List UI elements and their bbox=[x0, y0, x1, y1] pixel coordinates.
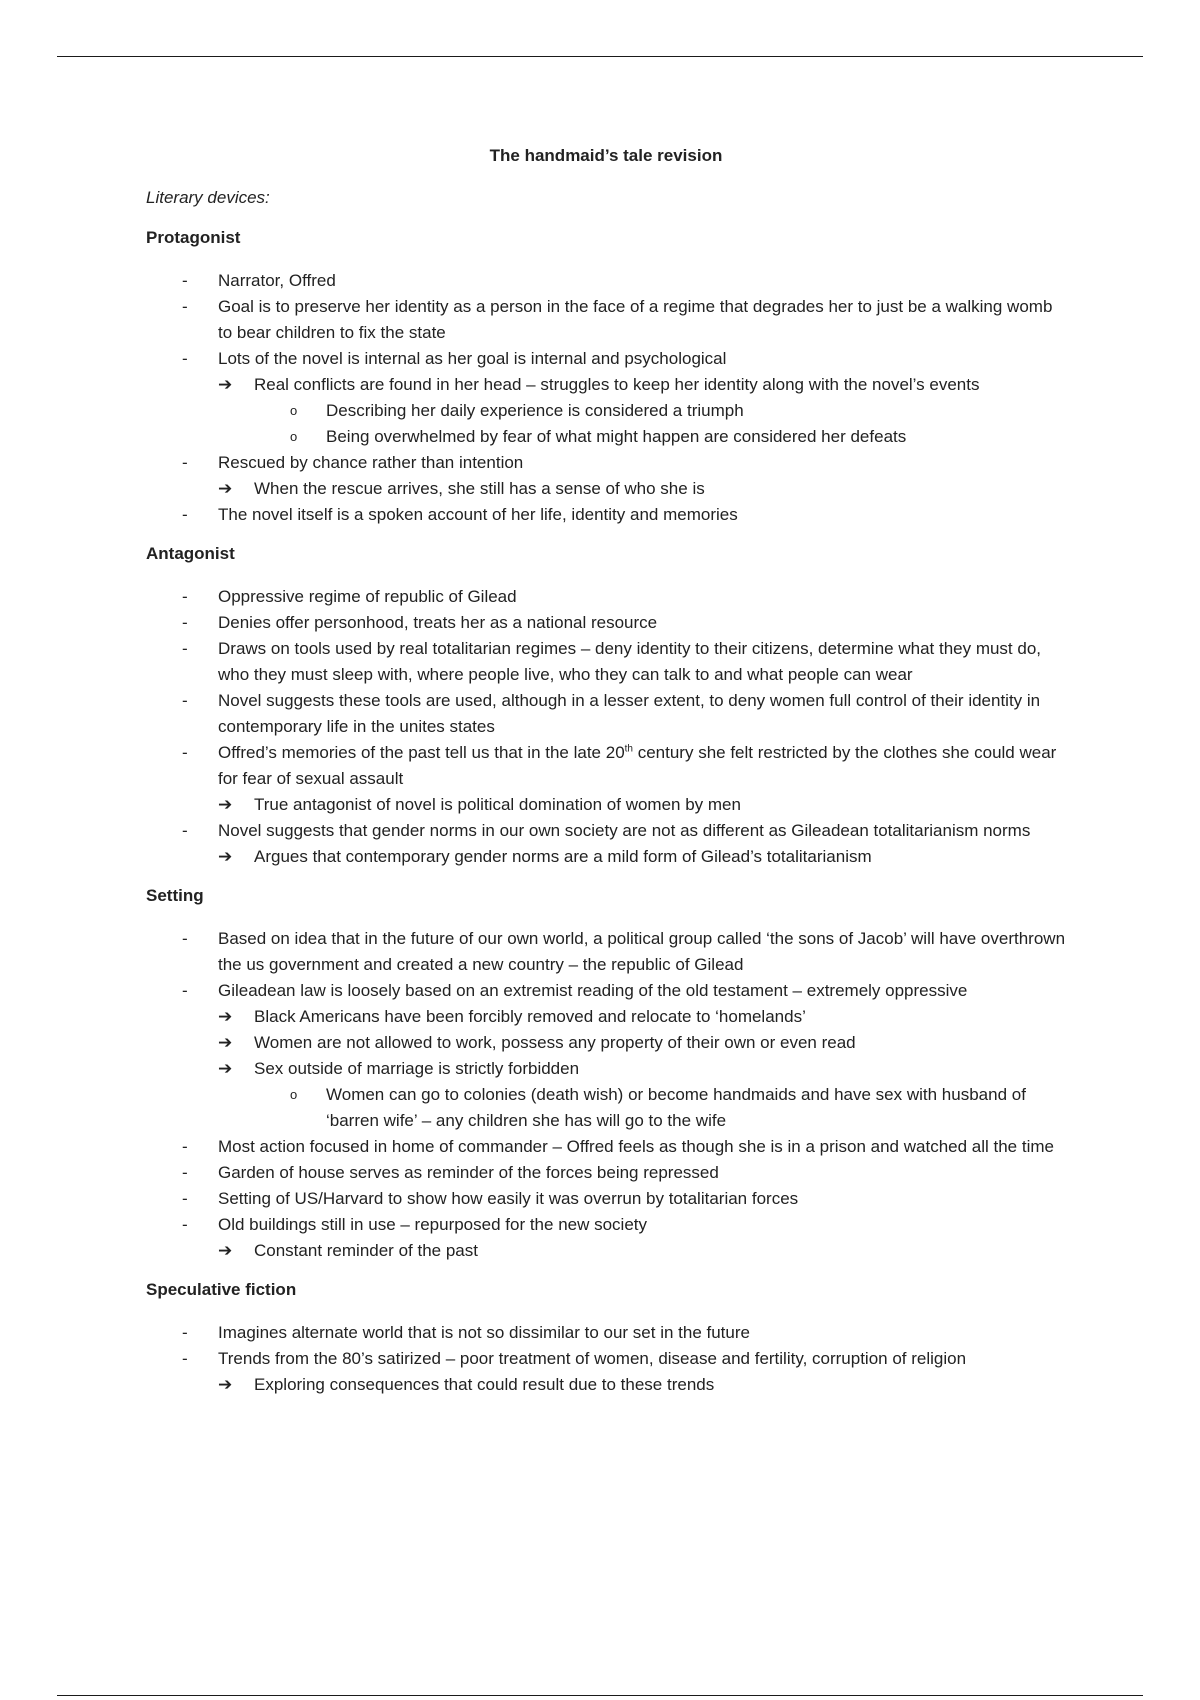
dash-bullet: - bbox=[182, 297, 188, 316]
list-item-text: Garden of house serves as reminder of the forces being repressed bbox=[218, 1163, 719, 1182]
dash-bullet: - bbox=[182, 1323, 188, 1342]
dash-bullet: - bbox=[182, 1137, 188, 1156]
dash-bullet: - bbox=[182, 587, 188, 606]
list-item-text: Argues that contemporary gender norms are a mild form of Gilead’s totalitarianism bbox=[254, 847, 872, 866]
section-heading: Speculative fiction bbox=[146, 1280, 297, 1299]
dash-bullet: - bbox=[182, 1189, 188, 1208]
dash-bullet: - bbox=[182, 1349, 188, 1368]
list-item bbox=[146, 584, 1066, 610]
list-item bbox=[146, 346, 1066, 372]
circle-bullet-icon: o bbox=[290, 429, 298, 444]
list-item bbox=[146, 1238, 1066, 1264]
section-speculative-fiction bbox=[146, 1280, 1066, 1398]
dash-bullet: - bbox=[182, 639, 188, 658]
arrow-icon: ➔ bbox=[218, 847, 233, 866]
dash-bullet: - bbox=[182, 453, 188, 472]
list-item-text: Sex outside of marriage is strictly forbidden bbox=[254, 1059, 580, 1078]
dash-bullet: - bbox=[182, 981, 188, 1000]
list-item bbox=[146, 1212, 1066, 1238]
dash-bullet: - bbox=[182, 349, 188, 368]
list-item-text: The novel itself is a spoken account of her life, identity and memories bbox=[218, 505, 738, 524]
header-rule bbox=[57, 56, 1143, 57]
list-item-text: Being overwhelmed by fear of what might happen are considered her defeats bbox=[326, 427, 907, 446]
list-item bbox=[146, 1004, 1066, 1030]
list-item bbox=[146, 476, 1066, 502]
list-item-text: Imagines alternate world that is not so dissimilar to our set in the future bbox=[218, 1323, 750, 1342]
list-item bbox=[146, 818, 1066, 844]
list-item-text: Based on idea that in the future of our own world, a political group called ‘the sons of Jacob’ will have overthrown the us government and created a new country – the republic of Gilead bbox=[218, 929, 1066, 974]
list-item-text: Goal is to preserve her identity as a person in the face of a regime that degrades her to just be a walking womb to bear children to fix the state bbox=[218, 297, 1053, 342]
list-item bbox=[146, 610, 1066, 636]
footer-rule bbox=[57, 1695, 1143, 1696]
list-item-text: Exploring consequences that could result due to these trends bbox=[254, 1375, 715, 1394]
list-item bbox=[146, 502, 1066, 528]
dash-bullet: - bbox=[182, 691, 188, 710]
list-item-text: Rescued by chance rather than intention bbox=[218, 453, 524, 472]
list-item-text: True antagonist of novel is political domination of women by men bbox=[254, 795, 741, 814]
list-item bbox=[146, 1056, 1066, 1082]
list-item bbox=[146, 844, 1066, 870]
arrow-icon: ➔ bbox=[218, 1033, 233, 1052]
arrow-icon: ➔ bbox=[218, 1241, 233, 1260]
list-item bbox=[146, 1160, 1066, 1186]
document-subtitle: Literary devices: bbox=[146, 188, 270, 207]
list-item-text: Novel suggests these tools are used, although in a lesser extent, to deny women full control of their identity in contemporary life in the unites states bbox=[218, 691, 1041, 736]
list-item bbox=[146, 1082, 1066, 1134]
list-item bbox=[146, 1134, 1066, 1160]
list-item-text: Old buildings still in use – repurposed for the new society bbox=[218, 1215, 648, 1234]
dash-bullet: - bbox=[182, 1163, 188, 1182]
dash-bullet: - bbox=[182, 505, 188, 524]
list-item bbox=[146, 978, 1066, 1004]
document-body bbox=[146, 138, 1066, 1398]
list-item-text: Women can go to colonies (death wish) or become handmaids and have sex with husband of ‘barren wife’ – any children she has will go to the wife bbox=[326, 1085, 1026, 1130]
list-item-text: Trends from the 80’s satirized – poor treatment of women, disease and fertility, corruption of religion bbox=[218, 1349, 967, 1368]
dash-bullet: - bbox=[182, 271, 188, 290]
section-heading: Setting bbox=[146, 886, 204, 905]
list-item bbox=[146, 398, 1066, 424]
ordinal-superscript: th bbox=[624, 743, 633, 755]
list-item-text: Setting of US/Harvard to show how easily it was overrun by totalitarian forces bbox=[218, 1189, 799, 1208]
list-item bbox=[146, 1186, 1066, 1212]
list-item-text: Lots of the novel is internal as her goal is internal and psychological bbox=[218, 349, 727, 368]
list-item bbox=[146, 740, 1066, 792]
section-heading: Antagonist bbox=[146, 544, 235, 563]
list-item bbox=[146, 792, 1066, 818]
list-item bbox=[146, 450, 1066, 476]
dash-bullet: - bbox=[182, 613, 188, 632]
list-item bbox=[146, 1346, 1066, 1372]
list-item-text: Denies offer personhood, treats her as a national resource bbox=[218, 613, 658, 632]
dash-bullet: - bbox=[182, 743, 188, 762]
list-item-text: Most action focused in home of commander – Offred feels as though she is in a prison and watched all the time bbox=[218, 1137, 1054, 1156]
arrow-icon: ➔ bbox=[218, 1007, 233, 1026]
list-item bbox=[146, 1320, 1066, 1346]
list-item bbox=[146, 294, 1066, 346]
list-item-text: Gileadean law is loosely based on an extremist reading of the old testament – extremely oppressive bbox=[218, 981, 968, 1000]
list-item bbox=[146, 372, 1066, 398]
list-item bbox=[146, 424, 1066, 450]
circle-bullet-icon: o bbox=[290, 403, 298, 418]
section-antagonist bbox=[146, 544, 1066, 870]
list-item-text: Real conflicts are found in her head – struggles to keep her identity along with the novel’s events bbox=[254, 375, 980, 394]
section-setting bbox=[146, 886, 1066, 1264]
dash-bullet: - bbox=[182, 929, 188, 948]
list-item-text: Constant reminder of the past bbox=[254, 1241, 478, 1260]
list-item-text: Draws on tools used by real totalitarian regimes – deny identity to their citizens, determine what they must do, who they must sleep with, where people live, who they can talk to and what people can wear bbox=[218, 639, 1042, 684]
list-item-text: Narrator, Offred bbox=[218, 271, 336, 290]
list-item-text: Black Americans have been forcibly removed and relocate to ‘homelands’ bbox=[254, 1007, 806, 1026]
dash-bullet: - bbox=[182, 1215, 188, 1234]
list-item-text-continued: century she felt restricted by the clothes she could wear for fear of sexual assault bbox=[218, 743, 1057, 788]
list-item bbox=[146, 926, 1066, 978]
list-item bbox=[146, 1030, 1066, 1056]
list-item-text: Describing her daily experience is considered a triumph bbox=[326, 401, 744, 420]
list-item bbox=[146, 1372, 1066, 1398]
section-protagonist bbox=[146, 228, 1066, 528]
list-item bbox=[146, 268, 1066, 294]
circle-bullet-icon: o bbox=[290, 1087, 298, 1102]
dash-bullet: - bbox=[182, 821, 188, 840]
list-item bbox=[146, 636, 1066, 688]
list-item-text: Novel suggests that gender norms in our own society are not as different as Gileadean totalitarianism norms bbox=[218, 821, 1031, 840]
list-item-text: Oppressive regime of republic of Gilead bbox=[218, 587, 517, 606]
list-item-text: When the rescue arrives, she still has a sense of who she is bbox=[254, 479, 705, 498]
list-item-text: Offred’s memories of the past tell us that in the late 20 bbox=[218, 743, 625, 762]
section-heading: Protagonist bbox=[146, 228, 241, 247]
arrow-icon: ➔ bbox=[218, 795, 233, 814]
arrow-icon: ➔ bbox=[218, 1375, 233, 1394]
list-item-text: Women are not allowed to work, possess any property of their own or even read bbox=[254, 1033, 856, 1052]
arrow-icon: ➔ bbox=[218, 375, 233, 394]
list-item bbox=[146, 688, 1066, 740]
document-title: The handmaid’s tale revision bbox=[489, 146, 723, 165]
arrow-icon: ➔ bbox=[218, 479, 233, 498]
sections-container bbox=[146, 228, 1066, 1398]
arrow-icon: ➔ bbox=[218, 1059, 233, 1078]
